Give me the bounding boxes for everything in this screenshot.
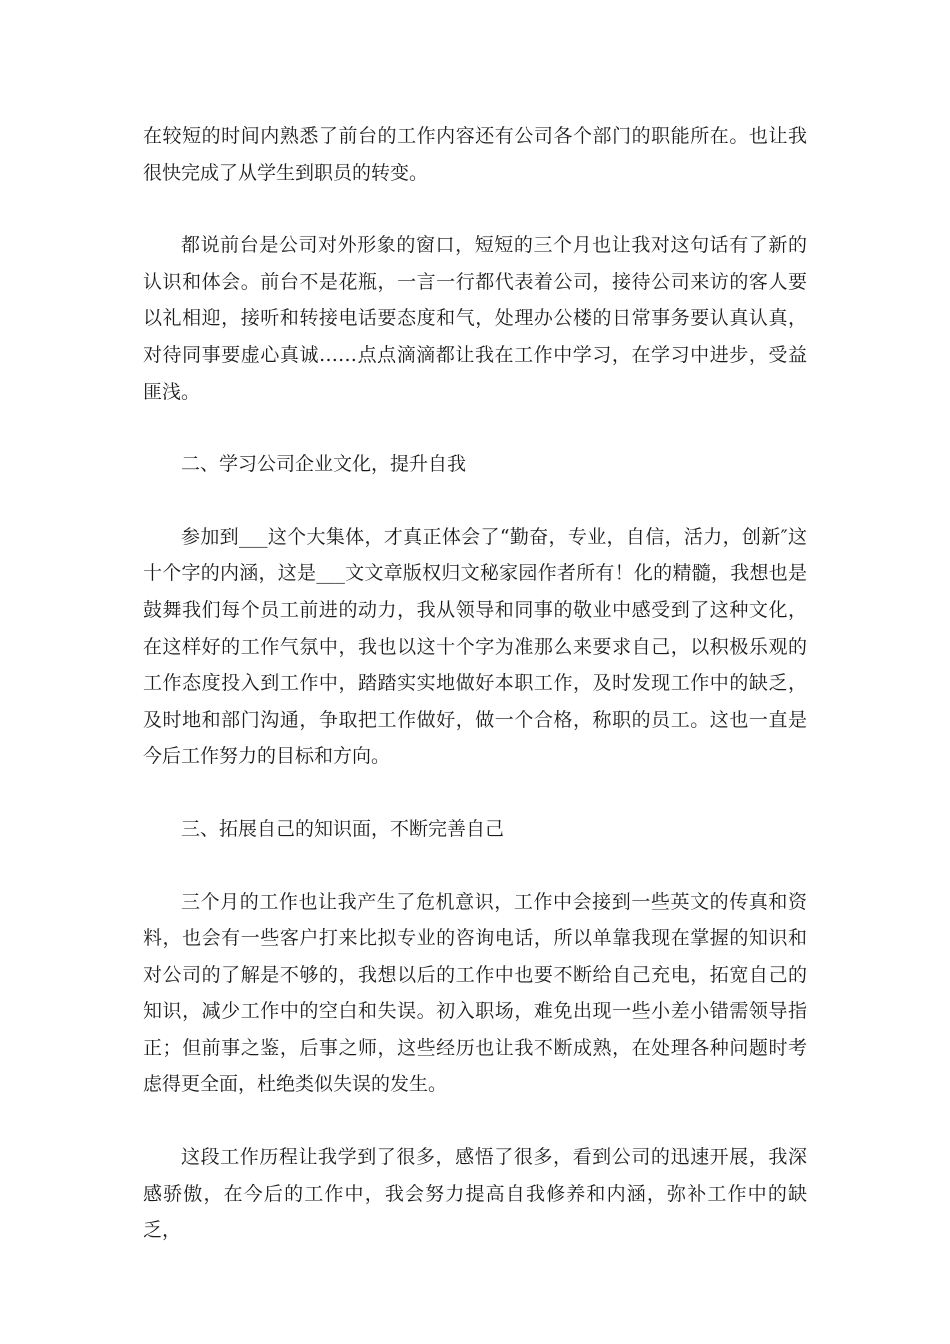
paragraph-gap: [143, 1103, 807, 1139]
paragraph-gap: [143, 848, 807, 884]
section-heading-knowledge: 三、拓展自己的知识面，不断完善自己: [181, 817, 505, 840]
paragraph-gap: [143, 483, 807, 519]
paragraph-gap: [143, 191, 807, 227]
paragraph-intro-continuation: 在较短的时间内熟悉了前台的工作内容还有公司各个部门的职能所在。也让我很快完成了从学生到职员的转变。: [143, 125, 807, 184]
paragraph-company-culture: 参加到___这个大集体，才真正体会了“勤奋，专业，自信，活力，创新″这十个字的内涵，这是___文文章版权归文秘家园作者所有！化的精髓，我想也是鼓舞我们每个员工前进的动力，我从领导和同事的敬业中感受到了这种文化，在这样好的工作气氛中，我也以这十个字为准那么来要求自己，以积极乐观的工作态度投入到工作中，踏踏实实地做好本职工作，及时发现工作中的缺乏，及时地和部门沟通，争取把工作做好，做一个合格，称职的员工。这也一直是今后工作努力的目标和方向。: [143, 525, 807, 768]
paragraph-front-desk-image: 都说前台是公司对外形象的窗口，短短的三个月也让我对这句话有了新的认识和体会。前台不是花瓶，一言一行都代表着公司，接待公司来访的客人要以礼相迎，接听和转接电话要态度和气，处理办公楼的日常事务要认真认真，对待同事要虚心真诚……点点滴滴都让我在工作中学习，在学习中进步，受益匪浅。: [143, 234, 807, 403]
paragraph-conclusion: 这段工作历程让我学到了很多，感悟了很多，看到公司的迅速开展，我深感骄傲，在今后的工作中，我会努力提高自我修养和内涵，弥补工作中的缺乏，: [143, 1146, 807, 1242]
paragraph-crisis-awareness: 三个月的工作也让我产生了危机意识，工作中会接到一些英文的传真和资料，也会有一些客户打来比拟专业的咨询电话，所以单靠我现在掌握的知识和对公司的了解是不够的，我想以后的工作中也要不断给自己充电，拓宽自己的知识，减少工作中的空白和失误。初入职场，难免出现一些小差小错需领导指正；但前事之鉴，后事之师，这些经历也让我不断成熟，在处理各种问题时考虑得更全面，杜绝类似失误的发生。: [143, 890, 807, 1096]
document-body: [143, 118, 807, 1249]
paragraph-gap: [143, 775, 807, 811]
paragraph-gap: [143, 410, 807, 446]
section-heading-culture: 二、学习公司企业文化，提升自我: [181, 453, 467, 476]
